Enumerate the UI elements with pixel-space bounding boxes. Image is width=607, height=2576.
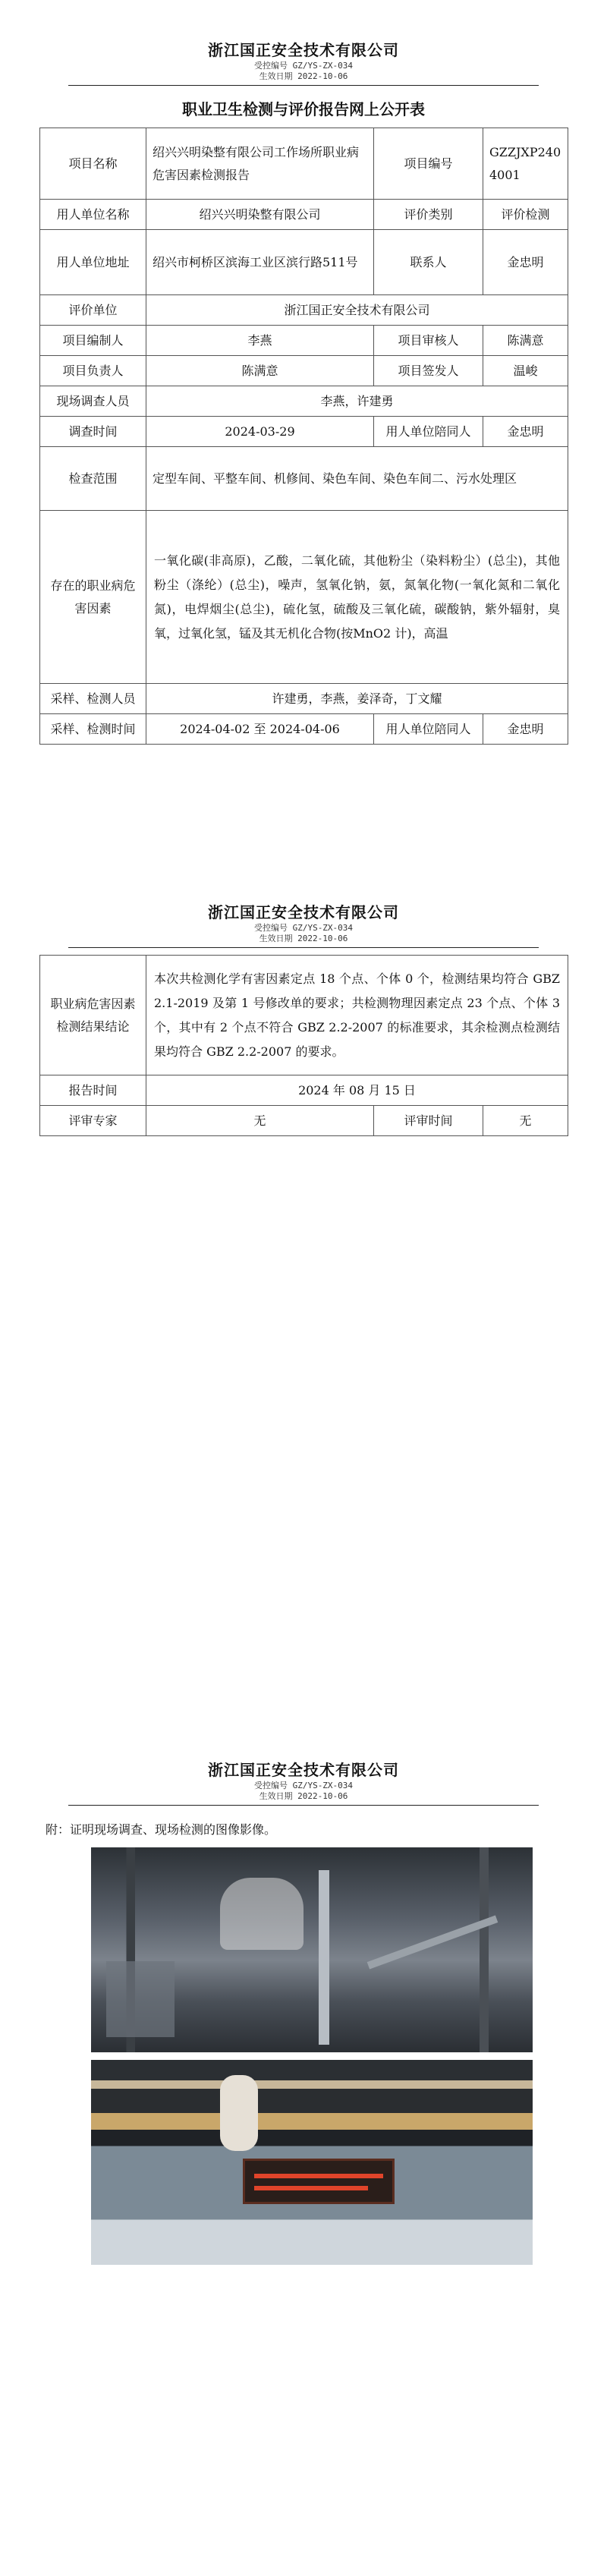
contact: 金忠明 — [483, 230, 568, 295]
surveyor: 李燕，许建勇 — [146, 386, 568, 417]
company-name: 浙江国正安全技术有限公司 — [208, 1761, 399, 1779]
expert-label: 评审专家 — [40, 1106, 146, 1136]
hazards-label: 存在的职业病危害因素 — [40, 511, 146, 684]
table-row — [40, 447, 568, 511]
site-detection-photo — [91, 2060, 533, 2265]
control-number: 受控编号 GZ/YS-ZX-034 — [253, 1781, 354, 1790]
project-name-label: 项目名称 — [40, 128, 146, 200]
photo-stair — [367, 1916, 498, 1970]
table-row — [40, 200, 568, 230]
page-header-3 — [0, 1759, 607, 1806]
disclosure-table — [39, 128, 568, 745]
survey-time: 2024-03-29 — [146, 417, 374, 447]
leader: 陈满意 — [146, 356, 374, 386]
address-label: 用人单位地址 — [40, 230, 146, 295]
expert: 无 — [146, 1106, 374, 1136]
escort-label: 用人单位陪同人 — [374, 417, 483, 447]
table-row — [40, 326, 568, 356]
photo-led-text — [254, 2174, 383, 2178]
photo-machine — [106, 1961, 175, 2037]
table-row — [40, 417, 568, 447]
control-number: 受控编号 GZ/YS-ZX-034 — [253, 923, 354, 933]
sampler: 许建勇，李燕，姜泽奇，丁文耀 — [146, 684, 568, 714]
conclusion-label: 职业病危害因素检测结果结论 — [40, 956, 146, 1075]
project-no: GZZJXP2404001 — [483, 128, 568, 200]
eval-unit: 浙江国正安全技术有限公司 — [146, 295, 568, 326]
photo-led-sign — [243, 2159, 395, 2204]
page-header-1 — [0, 39, 607, 86]
photo-led-text — [254, 2186, 368, 2190]
report-title: 职业卫生检测与评价报告网上公开表 — [182, 100, 425, 118]
sample-time-label: 采样、检测时间 — [40, 714, 146, 745]
report-time-label: 报告时间 — [40, 1075, 146, 1106]
project-no-label: 项目编号 — [374, 128, 483, 200]
project-name: 绍兴兴明染整有限公司工作场所职业病危害因素检测报告 — [146, 128, 374, 200]
table-row — [40, 714, 568, 745]
photo-person — [220, 2075, 258, 2151]
signer-label: 项目签发人 — [374, 356, 483, 386]
site-survey-photo — [91, 1847, 533, 2052]
page-header-2 — [0, 902, 607, 948]
conclusion-table — [39, 955, 568, 1136]
effective-date: 生效日期 2022-10-06 — [259, 71, 348, 81]
photo-figure — [220, 1878, 304, 1950]
header-rule — [68, 85, 539, 86]
table-row — [40, 128, 568, 200]
conclusion: 本次共检测化学有害因素定点 18 个点、个体 0 个，检测结果均符合 GBZ 2.1-2019 及第 1 号修改单的要求；共检测物理因素定点 23 个点、个体 3 个，其中有 2 个点不符合 GBZ 2.2-2007 的标准要求，其余检测点检测结果均符合 GBZ 2.2-2007 的要求。 — [146, 956, 568, 1075]
eval-type-label: 评价类别 — [374, 200, 483, 230]
review-time-label: 评审时间 — [374, 1106, 483, 1136]
header-rule — [68, 1805, 539, 1806]
sample-time: 2024-04-02 至 2024-04-06 — [146, 714, 374, 745]
surveyor-label: 现场调查人员 — [40, 386, 146, 417]
effective-date: 生效日期 2022-10-06 — [259, 934, 348, 943]
scope-label: 检查范围 — [40, 447, 146, 511]
effective-date: 生效日期 2022-10-06 — [259, 1791, 348, 1801]
sampler-label: 采样、检测人员 — [40, 684, 146, 714]
review-time: 无 — [483, 1106, 568, 1136]
leader-label: 项目负责人 — [40, 356, 146, 386]
employer: 绍兴兴明染整有限公司 — [146, 200, 374, 230]
escort2-label: 用人单位陪同人 — [374, 714, 483, 745]
eval-type: 评价检测 — [483, 200, 568, 230]
reviewer-label: 项目审核人 — [374, 326, 483, 356]
compiler: 李燕 — [146, 326, 374, 356]
company-name: 浙江国正安全技术有限公司 — [208, 903, 399, 921]
address: 绍兴市柯桥区滨海工业区滨行路511号 — [146, 230, 374, 295]
escort2: 金忠明 — [483, 714, 568, 745]
survey-time-label: 调查时间 — [40, 417, 146, 447]
compiler-label: 项目编制人 — [40, 326, 146, 356]
table-row — [40, 684, 568, 714]
signer: 温峻 — [483, 356, 568, 386]
table-row — [40, 386, 568, 417]
eval-unit-label: 评价单位 — [40, 295, 146, 326]
table-row — [40, 1075, 568, 1106]
company-name: 浙江国正安全技术有限公司 — [208, 41, 399, 59]
table-row — [40, 956, 568, 1075]
table-row — [40, 511, 568, 684]
hazards: 一氧化碳(非高原)，乙酸，二氧化硫，其他粉尘（染料粉尘）(总尘)，其他粉尘（涤纶）(总尘)，噪声，氢氧化钠，氨，氮氧化物(一氧化氮和二氧化氮)，电焊烟尘(总尘)，硫化氢，硫酸及三氧化硫，碳酸钠，紫外辐射，臭氧，过氧化氢，锰及其无机化合物(按MnO2 计)，高温 — [146, 511, 568, 684]
scope: 定型车间、平整车间、机修间、染色车间、染色车间二、污水处理区 — [146, 447, 568, 511]
reviewer: 陈满意 — [483, 326, 568, 356]
table-row — [40, 1106, 568, 1136]
table-row — [40, 295, 568, 326]
employer-label: 用人单位名称 — [40, 200, 146, 230]
appendix-note: 附：证明现场调查、现场检测的图像影像。 — [46, 1822, 277, 1837]
control-number: 受控编号 GZ/YS-ZX-034 — [253, 61, 354, 71]
contact-label: 联系人 — [374, 230, 483, 295]
photo-railing — [319, 1870, 329, 2045]
escort: 金忠明 — [483, 417, 568, 447]
report-time: 2024 年 08 月 15 日 — [146, 1075, 568, 1106]
header-rule — [68, 947, 539, 948]
table-row — [40, 356, 568, 386]
table-row — [40, 230, 568, 295]
